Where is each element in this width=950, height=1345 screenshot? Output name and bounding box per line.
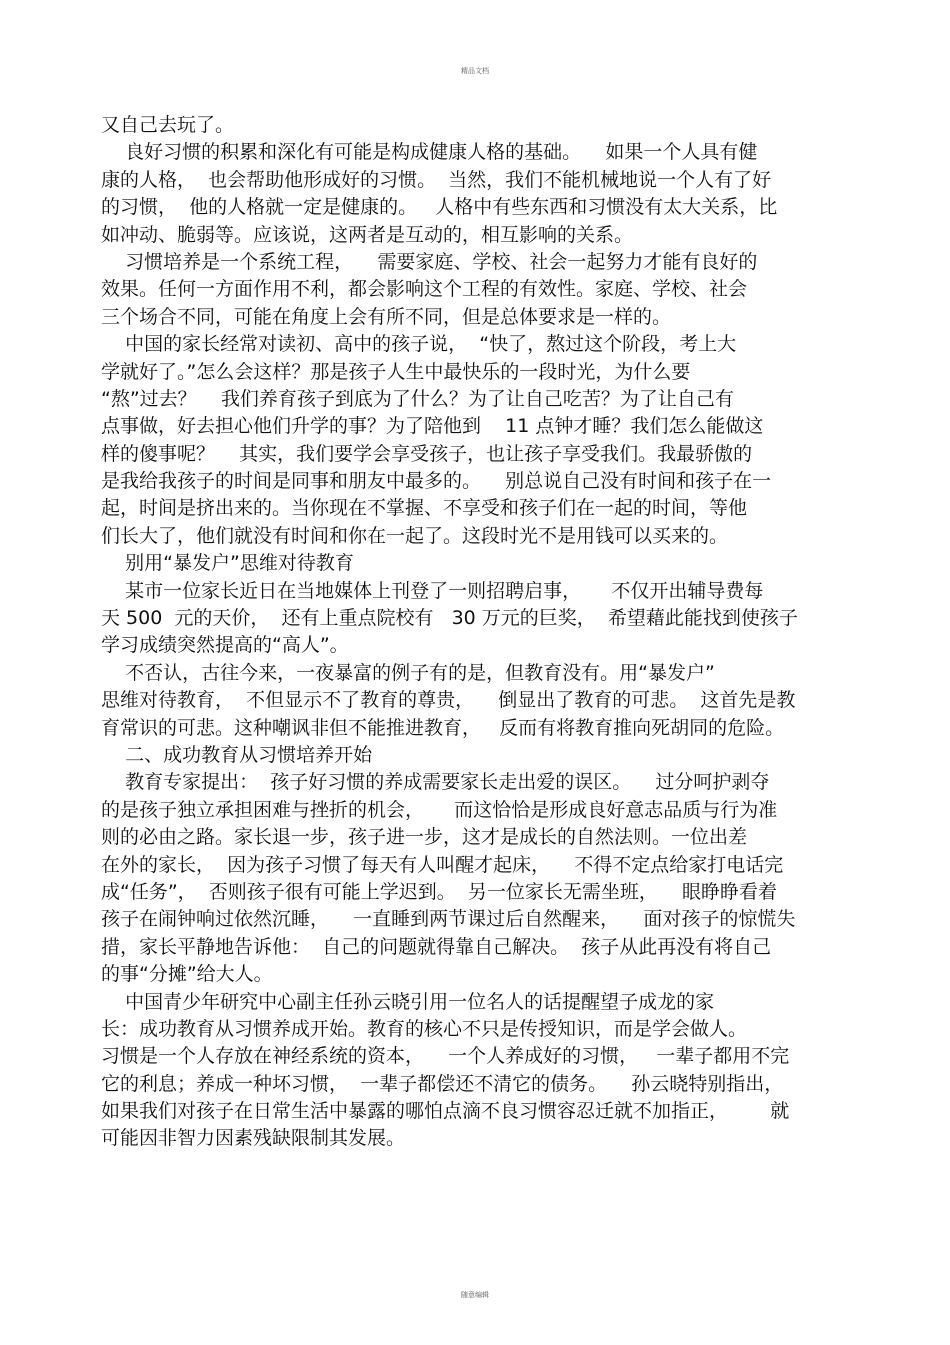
text-line: 是我给我孩子的时间是同事和朋友中最多的。 别总说自己没有时间和孩子在一 — [101, 470, 772, 493]
text-line: 某市一位家长近日在当地媒体上刊登了一则招聘启事， 不仅开出辅导费每 — [101, 579, 764, 602]
text-line: 可能因非智力因素残缺限制其发展。 — [101, 1127, 406, 1150]
text-line: 习惯培养是一个系统工程， 需要家庭、学校、社会一起努力才能有良好的 — [101, 250, 758, 273]
text-line: 样的傻事呢？ 其实，我们要学会享受孩子，也让孩子享受我们。我最骄傲的 — [101, 442, 753, 465]
text-line: 如冲动、脆弱等。应该说，这两者是互动的，相互影响的关系。 — [101, 223, 634, 246]
text-line: 的习惯， 他的人格就一定是健康的。 人格中有些东西和习惯没有太大关系，比 — [101, 196, 778, 219]
text-line: 中国青少年研究中心副主任孙云晓引用一位名人的话提醒望子成龙的家 — [101, 990, 715, 1013]
text-line: 又自己去玩了。 — [101, 114, 235, 136]
text-line: 学就好了。”怎么会这样？那是孩子人生中最快乐的一段时光，为什么要 — [101, 360, 691, 383]
text-line: 天 500 元的天价， 还有上重点院校有 30 万元的巨奖， 希望藉此能找到使孩子 — [101, 607, 798, 630]
text-line: 学习成绩突然提高的“高人”。 — [101, 634, 349, 657]
text-line: 措，家长平静地告诉他： 自己的问题就得靠自己解决。 孩子从此再没有将自己 — [101, 935, 772, 958]
text-line: 点事做，好去担心他们升学的事？为了陪他到 11 点钟才睡？我们怎么能做这 — [101, 415, 764, 438]
text-line: “熬”过去？ 我们养育孩子到底为了什么？为了让自己吃苦？为了让自己有 — [101, 387, 734, 410]
text-line: 良好习惯的积累和深化有可能是构成健康人格的基础。 如果一个人具有健 — [101, 141, 758, 164]
text-line: 它的利息；养成一种坏习惯， 一辈子都偿还不清它的债务。 孙云晓特别指出， — [101, 1072, 784, 1095]
text-line: 如果我们对孩子在日常生活中暴露的哪怕点滴不良习惯容忍迁就不加指正， 就 — [101, 1100, 790, 1123]
page-footer: 随意编辑 — [461, 1291, 489, 1299]
text-line: 在外的家长， 因为孩子习惯了每天有人叫醒才起床， 不得不定点给家打电话完 — [101, 853, 784, 876]
text-line: 不否认，古往今来，一夜暴富的例子有的是，但教育没有。用“暴发户” — [101, 661, 715, 684]
text-line: 们长大了，他们就没有时间和你在一起了。这段时光不是用钱可以买来的。 — [101, 524, 729, 547]
text-line: 思维对待教育， 不但显示不了教育的尊贵， 倒显出了教育的可悲。 这首先是教 — [101, 689, 796, 712]
section-heading: 二、成功教育从习惯培养开始 — [101, 743, 373, 766]
text-line: 的事“分摊”给大人。 — [101, 963, 273, 986]
text-line: 教育专家提出： 孩子好习惯的养成需要家长走出爱的误区。 过分呵护剥夺 — [101, 771, 770, 794]
text-line: 育常识的可悲。这种嘲讽非但不能推进教育， 反而有将教育推向死胡同的危险。 — [101, 716, 785, 739]
text-line: 孩子在闹钟响过依然沉睡， 一直睡到两节课过后自然醒来， 面对孩子的惊慌失 — [101, 908, 796, 931]
section-heading: 别用“暴发户”思维对待教育 — [101, 552, 354, 575]
text-line: 则的必由之路。家长退一步，孩子进一步，这才是成长的自然法则。一位出差 — [101, 826, 748, 849]
page-header: 精品文档 — [461, 67, 489, 75]
text-line: 康的人格， 也会帮助他形成好的习惯。 当然，我们不能机械地说一个人有了好 — [101, 168, 772, 191]
text-line: 三个场合不同，可能在角度上会有所不同，但是总体要求是一样的。 — [101, 305, 672, 328]
text-line: 中国的家长经常对读初、高中的孩子说， “快了，熬过这个阶段，考上大 — [101, 333, 737, 356]
text-line: 效果。任何一方面作用不利，都会影响这个工程的有效性。家庭、学校、社会 — [101, 278, 748, 301]
text-line: 成“任务”， 否则孩子很有可能上学迟到。 另一位家长无需坐班， 眼睁睁看着 — [101, 880, 778, 903]
text-line: 起，时间是挤出来的。当你现在不掌握、不享受和孩子们在一起的时间，等他 — [101, 497, 748, 520]
text-line: 的是孩子独立承担困难与挫折的机会， 而这恰恰是形成良好意志品质与行为准 — [101, 798, 778, 821]
text-line: 习惯是一个人存放在神经系统的资本， 一个人养成好的习惯， 一辈子都用不完 — [101, 1045, 790, 1068]
document-body — [101, 112, 861, 1153]
text-line: 长：成功教育从习惯养成开始。教育的核心不只是传授知识，而是学会做人。 — [101, 1017, 748, 1040]
